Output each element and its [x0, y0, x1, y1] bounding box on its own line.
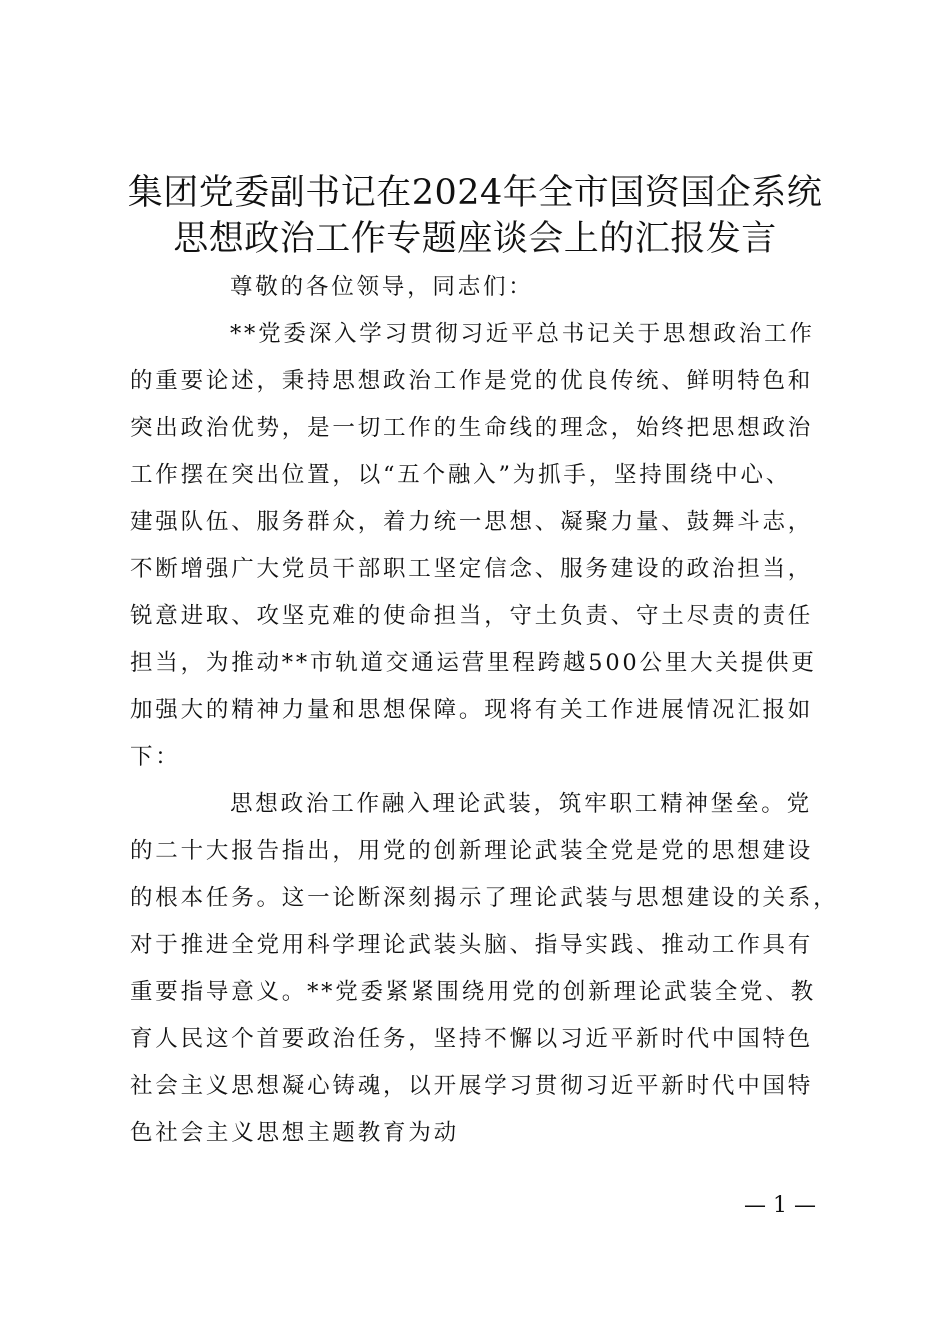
paragraph-1-line-6: 不断增强广大党员干部职工坚定信念、服务建设的政治担当，	[130, 556, 814, 582]
paragraph-2-line-7: 社会主义思想凝心铸魂，以开展学习贯彻习近平新时代中国特	[130, 1073, 814, 1099]
paragraph-2-line-6: 育人民这个首要政治任务，坚持不懈以习近平新时代中国特色	[130, 1026, 814, 1052]
paragraph-1-line-1: **党委深入学习贯彻习近平总书记关于思想政治工作	[230, 321, 815, 347]
paragraph-2-line-1: 思想政治工作融入理论武装，筑牢职工精神堡垒。党	[230, 791, 812, 817]
document-title-line-1: 集团党委副书记在2024年全市国资国企系统	[127, 173, 823, 213]
paragraph-1-line-9: 加强大的精神力量和思想保障。现将有关工作进展情况汇报如	[130, 697, 814, 723]
paragraph-1-line-3: 突出政治优势，是一切工作的生命线的理念，始终把思想政治	[130, 415, 814, 441]
paragraph-1-line-2: 的重要论述，秉持思想政治工作是党的优良传统、鲜明特色和	[130, 368, 814, 394]
document-title-line-2: 思想政治工作专题座谈会上的汇报发言	[173, 219, 777, 259]
paragraph-1-line-8: 担当，为推动**市轨道交通运营里程跨越500公里大关提供更	[130, 650, 817, 676]
paragraph-1-line-4: 工作摆在突出位置，以“五个融入”为抓手，坚持围绕中心、	[130, 462, 792, 488]
paragraph-1-line-7: 锐意进取、攻坚克难的使命担当，守土负责、守土尽责的责任	[130, 603, 814, 629]
paragraph-2-line-5: 重要指导意义。**党委紧紧围绕用党的创新理论武装全党、教	[130, 979, 816, 1005]
paragraph-2-line-4: 对于推进全党用科学理论武装头脑、指导实践、推动工作具有	[130, 932, 814, 958]
page-number: — 1 —	[744, 1193, 816, 1218]
paragraph-1-line-10: 下：	[130, 744, 181, 770]
paragraph-1-line-5: 建强队伍、服务群众，着力统一思想、凝聚力量、鼓舞斗志，	[130, 509, 814, 535]
paragraph-2-line-3: 的根本任务。这一论断深刻揭示了理论武装与思想建设的关系，	[130, 885, 839, 911]
paragraph-2-line-2: 的二十大报告指出，用党的创新理论武装全党是党的思想建设	[130, 838, 814, 864]
salutation: 尊敬的各位领导，同志们：	[230, 274, 534, 300]
paragraph-2-line-8: 色社会主义思想主题教育为动	[130, 1120, 459, 1146]
